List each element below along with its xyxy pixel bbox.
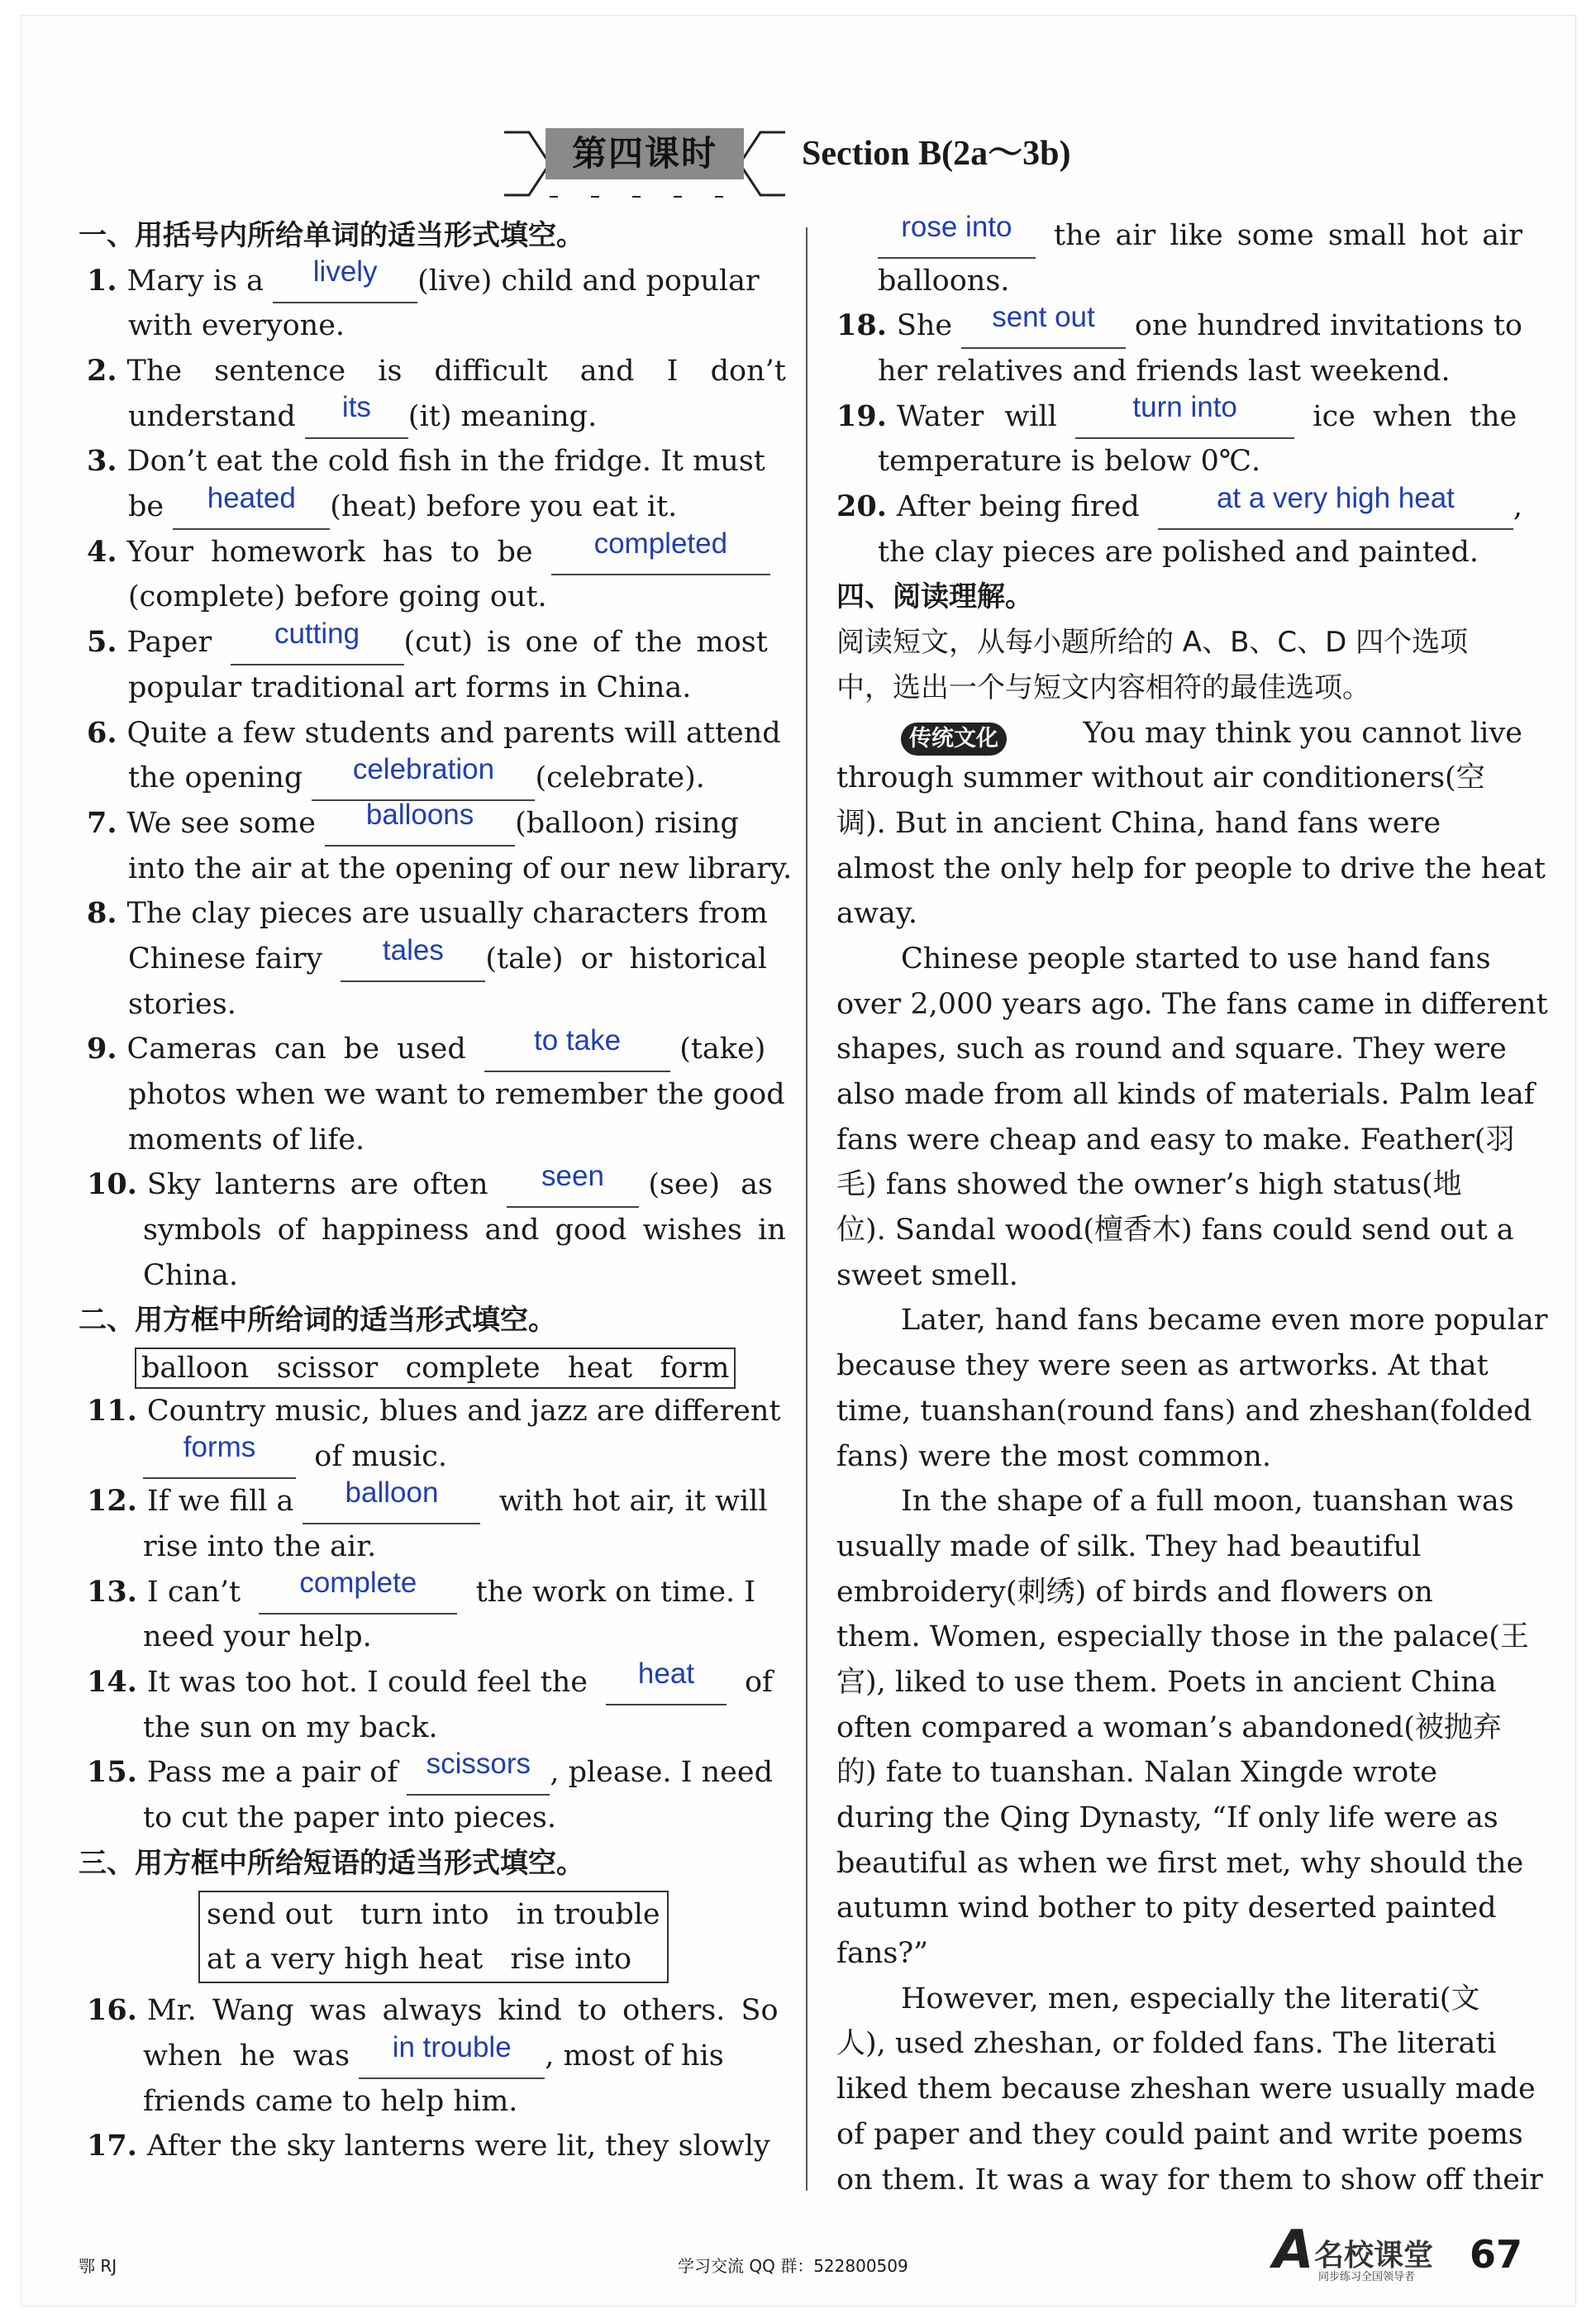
q11-text-a: Country music, blues and jazz are different — [146, 1394, 781, 1428]
q2-text-a: The sentence is difficult and I don’t — [126, 355, 786, 389]
q20-number: 20. — [836, 489, 887, 524]
q5-number: 5. — [87, 625, 117, 660]
q6-number: 6. — [87, 715, 117, 750]
question-5 — [87, 617, 773, 665]
question-19 — [836, 391, 1522, 440]
part3-title: 三、用方框中所给短语的适当形式填空。 — [79, 1846, 584, 1880]
part4-instruction-1: 阅读短文，从每小题所给的 A、B、C、D 四个选项 — [836, 626, 1469, 660]
part1-title: 一、用括号内所给单词的适当形式填空。 — [79, 218, 584, 252]
q5-answer: cutting — [274, 617, 360, 650]
q7-text-b: (balloon) rising — [515, 806, 739, 840]
q13-answer: complete — [299, 1567, 417, 1600]
passage-line: 调). But in ancient China, hand fans were — [836, 806, 1441, 840]
q14-blank[interactable] — [606, 1657, 726, 1705]
part2-title: 二、用方框中所给词的适当形式填空。 — [79, 1304, 556, 1338]
q15-text-c: to cut the paper into pieces. — [143, 1801, 556, 1835]
logo-subtitle: 同步练习全国领导者 — [1318, 2271, 1416, 2283]
passage-line: through summer without air conditioners(空 — [836, 761, 1485, 795]
q6-text-a: Quite a few students and parents will attend — [126, 716, 781, 750]
q17-number: 17. — [87, 2129, 137, 2163]
q20-text-b: , — [1513, 490, 1522, 524]
q12-text-c: rise into the air. — [143, 1529, 377, 1563]
q10-number: 10. — [87, 1167, 137, 1202]
q20-blank[interactable] — [1158, 481, 1513, 530]
q6-answer: celebration — [352, 752, 495, 785]
passage-line: time, tuanshan(round fans) and zheshan(folded — [836, 1394, 1532, 1428]
question-8 — [87, 891, 773, 937]
question-6 — [87, 711, 781, 756]
q8-blank[interactable] — [341, 933, 485, 982]
question-16-line2 — [87, 2030, 773, 2079]
question-2 — [87, 349, 786, 394]
q16-number: 16. — [87, 1993, 137, 2028]
q11-answer: forms — [183, 1431, 256, 1464]
passage-line: 位). Sandal wood(檀香木) fans could send out a — [836, 1214, 1514, 1247]
logo-text: 名校课堂 — [1314, 2239, 1434, 2273]
q18-text-c: her relatives and friends last weekend. — [878, 355, 1451, 389]
question-13 — [87, 1567, 773, 1615]
q7-answer: balloons — [365, 798, 474, 831]
q18-answer: sent out — [992, 301, 1095, 334]
q6-text-b: the opening — [128, 761, 303, 795]
q9-text-b: (take) — [679, 1033, 766, 1066]
q10-text-c: symbols of happiness and good wishes in — [143, 1214, 786, 1247]
q4-text-b: (complete) before going out. — [128, 580, 547, 614]
question-15 — [87, 1750, 773, 1796]
q5-text-a: Paper — [126, 626, 212, 660]
q18-number: 18. — [836, 308, 887, 343]
q15-text-b: , please. I need — [550, 1756, 773, 1790]
passage-line: because they were seen as artworks. At that — [836, 1349, 1489, 1383]
phrase-box-line2: at a very high heat rise into — [207, 1943, 632, 1977]
q1-blank[interactable] — [273, 255, 417, 303]
q4-number: 4. — [87, 534, 117, 569]
q12-text-b: with hot air, it will — [498, 1485, 768, 1519]
q7-blank[interactable] — [325, 798, 515, 847]
question-6-line2 — [87, 752, 773, 801]
question-17-line2 — [836, 210, 1522, 259]
q5-text-b: (cut) is one of the most — [403, 626, 768, 660]
q8-text-c: (tale) or historical — [485, 942, 767, 975]
lesson-header — [0, 116, 1596, 198]
passage-line: often compared a woman’s abandoned(被抛弃 — [836, 1710, 1502, 1744]
q11-blank[interactable] — [143, 1431, 296, 1479]
q16-answer: in trouble — [392, 2030, 512, 2063]
q8-number: 8. — [87, 896, 117, 931]
passage-line-text: You may think you cannot live — [1083, 716, 1522, 750]
q8-text-d: stories. — [128, 987, 236, 1021]
q13-text-b: the work on time. I — [475, 1575, 756, 1609]
passage-line: 人), used zheshan, or folded fans. The literati — [836, 2027, 1497, 2061]
question-3 — [87, 439, 773, 484]
q4-answer: completed — [593, 527, 728, 560]
passage-line: autumn wind bother to pity deserted painted — [836, 1891, 1497, 1925]
q9-number: 9. — [87, 1032, 117, 1066]
q16-text-a: Mr. Wang was always kind to others. So — [146, 1994, 779, 2028]
q13-blank[interactable] — [259, 1567, 457, 1615]
q19-text-c: temperature is below 0℃. — [878, 445, 1261, 479]
q9-text-a: Cameras can be used — [126, 1033, 466, 1066]
q13-number: 13. — [87, 1574, 137, 1609]
q19-text-a: Water will — [896, 399, 1057, 433]
passage-line: fans?” — [836, 1937, 928, 1971]
q17-answer: rose into — [901, 210, 1012, 243]
q20-answer: at a very high heat — [1216, 481, 1455, 514]
q3-number: 3. — [87, 444, 117, 479]
passage-line: almost the only help for people to drive the heat — [836, 851, 1546, 885]
passage-line — [836, 711, 1522, 756]
question-2-line2 — [87, 391, 773, 440]
logo-a-mark-icon: A — [1273, 2220, 1314, 2281]
q16-text-d: friends came to help him. — [143, 2084, 518, 2118]
q7-text-a: We see some — [126, 806, 316, 840]
column-divider — [806, 227, 808, 2191]
q2-number: 2. — [87, 354, 117, 389]
passage-line: fans were cheap and easy to make. Feather(羽 — [836, 1123, 1515, 1157]
q12-blank[interactable] — [303, 1476, 480, 1524]
q15-blank[interactable] — [407, 1748, 550, 1796]
q15-number: 15. — [87, 1755, 137, 1790]
passage-line: embroidery(刺绣) of birds and flowers on — [836, 1575, 1433, 1609]
q10-blank[interactable] — [507, 1160, 639, 1208]
traditional-culture-badge: 传统文化 — [901, 723, 1007, 756]
q9-text-c: photos when we want to remember the good — [128, 1078, 785, 1112]
q18-text-a: She — [896, 309, 953, 343]
q5-text-c: popular traditional art forms in China. — [128, 670, 692, 704]
part4-instruction-2: 中，选出一个与短文内容相符的最佳选项。 — [836, 670, 1370, 704]
q11-number: 11. — [87, 1393, 137, 1428]
q1-number: 1. — [87, 263, 117, 298]
question-9 — [87, 1024, 773, 1072]
passage-line: shapes, such as round and square. They were — [836, 1033, 1507, 1066]
q17-blank[interactable] — [878, 210, 1036, 259]
q14-answer: heat — [637, 1657, 695, 1690]
passage-line: 宫), liked to use them. Poets in ancient China — [836, 1665, 1497, 1699]
q19-answer: turn into — [1132, 391, 1237, 424]
q13-text-a: I can’t — [146, 1575, 241, 1609]
q8-text-a: The clay pieces are usually characters from — [126, 897, 768, 931]
q10-text-d: China. — [143, 1258, 239, 1292]
passage-line: liked them because zheshan were usually made — [836, 2073, 1536, 2106]
lesson-title: 第四课时 — [545, 128, 744, 179]
question-17 — [87, 2125, 773, 2170]
q16-text-b: when he was — [143, 2039, 350, 2073]
q7-number: 7. — [87, 805, 117, 840]
q16-text-c: , most of his — [545, 2039, 724, 2073]
right-column — [836, 210, 1548, 2202]
q17-text-c: balloons. — [878, 264, 1010, 298]
q19-number: 19. — [836, 398, 887, 433]
q3-text-b: be — [128, 490, 164, 524]
question-20 — [836, 481, 1522, 530]
q3-blank[interactable] — [173, 481, 330, 530]
passage-line: In the shape of a full moon, tuanshan was — [901, 1485, 1514, 1519]
passage-line: 的) fate to tuanshan. Nalan Xingde wrote — [836, 1756, 1438, 1790]
passage-line: beautiful as when we first met, why should the — [836, 1846, 1524, 1880]
passage-line: sweet smell. — [836, 1258, 1018, 1292]
brand-logo — [1273, 2220, 1451, 2286]
q12-number: 12. — [87, 1484, 137, 1519]
q19-blank[interactable] — [1075, 391, 1294, 439]
q5-blank[interactable] — [231, 617, 404, 665]
passage-line: However, men, especially the literati(文 — [901, 1982, 1480, 2015]
passage-line: also made from all kinds of materials. Palm leaf — [836, 1078, 1535, 1112]
q8-answer: tales — [382, 933, 444, 966]
part3-phrase-box — [198, 1891, 669, 1983]
q14-text-a: It was too hot. I could feel the — [146, 1665, 588, 1699]
part2-word-box: balloon scissor complete heat form — [135, 1348, 736, 1389]
q9-answer: to take — [534, 1024, 622, 1057]
q15-answer: scissors — [426, 1748, 531, 1781]
q8-text-b: Chinese fairy — [128, 942, 323, 975]
passage-line: of paper and they could paint and write poems — [836, 2117, 1523, 2151]
q4-text-a: Your homework has to be — [126, 535, 533, 569]
q11-text-b: of music. — [314, 1439, 448, 1473]
q15-text-a: Pass me a pair of — [146, 1756, 398, 1790]
passage-line: usually made of silk. They had beautiful — [836, 1529, 1422, 1563]
reading-passage — [836, 711, 1548, 2203]
q6-text-c: (celebrate). — [535, 761, 705, 795]
question-7 — [87, 798, 773, 847]
part3-phrase-box-wrap — [87, 1891, 773, 1983]
question-11 — [87, 1389, 781, 1434]
question-12 — [87, 1476, 773, 1524]
question-3-line2 — [87, 481, 773, 530]
q1-text-c: with everyone. — [128, 309, 345, 343]
footer-qq-group: 学习交流 QQ 群：522800509 — [678, 2256, 908, 2276]
q18-blank[interactable] — [961, 301, 1125, 349]
q14-number: 14. — [87, 1664, 137, 1699]
passage-line: Chinese people started to use hand fans — [901, 942, 1491, 975]
q19-text-b: ice when the — [1313, 399, 1517, 433]
part2-word-box-row — [87, 1343, 773, 1389]
question-16 — [87, 1988, 779, 2034]
q20-text-a: After being fired — [896, 490, 1140, 524]
passage-line: during the Qing Dynasty, “If only life were as — [836, 1801, 1498, 1835]
q14-text-c: the sun on my back. — [143, 1710, 438, 1744]
question-14 — [87, 1657, 773, 1705]
question-8-line2 — [87, 933, 773, 982]
q2-answer: its — [341, 391, 371, 424]
q3-text-a: Don’t eat the cold fish in the fridge. It must — [126, 445, 765, 479]
q3-answer: heated — [207, 481, 296, 514]
passage-line: fans) were the most common. — [836, 1439, 1271, 1473]
q9-blank[interactable] — [484, 1024, 670, 1072]
q4-blank[interactable] — [551, 527, 770, 575]
q1-text-a: Mary is a — [126, 264, 264, 298]
passage-line: over 2,000 years ago. The fans came in different — [836, 987, 1548, 1021]
q12-answer: balloon — [345, 1476, 439, 1509]
q14-text-b: of — [744, 1665, 773, 1699]
q1-text-b: (live) child and popular — [417, 264, 760, 298]
part4-title: 四、阅读理解。 — [836, 580, 1033, 614]
page-number: 67 — [1470, 2232, 1523, 2277]
passage-line: 毛) fans showed the owner’s high status(地 — [836, 1168, 1462, 1202]
question-1 — [87, 255, 773, 304]
q18-text-b: one hundred invitations to — [1134, 309, 1522, 343]
q2-blank[interactable] — [305, 391, 408, 439]
section-title: Section B(2a～3b) — [802, 135, 1071, 173]
question-10 — [87, 1162, 773, 1208]
q12-text-a: If we fill a — [146, 1485, 294, 1519]
passage-line: Later, hand fans became even more popular — [901, 1304, 1548, 1338]
q3-text-c: (heat) before you eat it. — [330, 490, 678, 524]
q16-blank[interactable] — [359, 2030, 545, 2079]
phrase-box-line1: send out turn into in trouble — [207, 1898, 660, 1932]
q2-text-b: understand — [128, 399, 296, 433]
q2-text-c: (it) meaning. — [407, 399, 598, 433]
q20-text-c: the clay pieces are polished and painted. — [878, 535, 1479, 569]
q17-text-b: the air like some small hot air — [1054, 218, 1522, 252]
q6-blank[interactable] — [312, 752, 535, 801]
q17-text-a: After the sky lanterns were lit, they slowly — [146, 2130, 770, 2163]
q1-answer: lively — [312, 255, 378, 289]
passage-line: away. — [836, 897, 917, 931]
q7-text-c: into the air at the opening of our new library. — [128, 851, 793, 885]
question-11-line2 — [87, 1431, 773, 1480]
q10-answer: seen — [541, 1160, 604, 1193]
question-4 — [87, 527, 773, 575]
q10-text-b: (see) as — [648, 1168, 773, 1202]
q9-text-d: moments of life. — [128, 1123, 365, 1157]
passage-line: on them. It was a way for them to show off their — [836, 2163, 1543, 2197]
question-18 — [836, 303, 1522, 349]
passage-line: them. Women, especially those in the palace(王 — [836, 1620, 1529, 1654]
q13-text-c: need your help. — [143, 1620, 372, 1654]
left-column — [79, 213, 793, 2169]
q10-text-a: Sky lanterns are often — [146, 1168, 488, 1202]
footer-edition: 鄂 RJ — [79, 2256, 117, 2276]
